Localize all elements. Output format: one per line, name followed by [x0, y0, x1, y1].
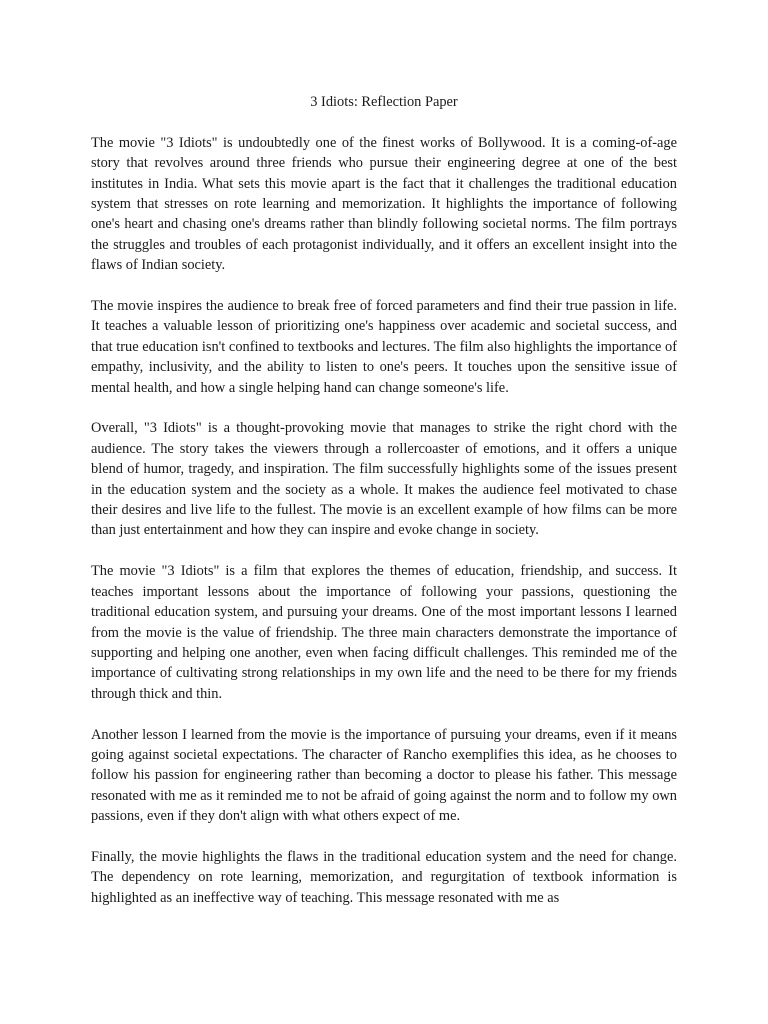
document-title: 3 Idiots: Reflection Paper [310, 94, 458, 110]
paragraph: Another lesson I learned from the movie is the importance of pursuing your dreams, even if it means going against societal expectations. The character of Rancho exemplifies this idea, as he chooses to follow his passion for engineering rather than becoming a doctor to please his father. This message resonated with me as it reminded me to not be afraid of going against the norm and to follow my own passions, even if they don't align with what others expect of me. [91, 726, 677, 825]
paragraph: The movie "3 Idiots" is a film that explores the themes of education, friendship, and success. It teaches important lessons about the importance of following your passions, questioning the traditional education system, and pursuing your dreams. One of the most important lessons I learned from the movie is the value of friendship. The three main characters demonstrate the importance of supporting and helping one another, even when facing difficult challenges. This reminded me of the importance of cultivating strong relationships in my own life and the need to be there for my friends through thick and thin. [91, 563, 677, 702]
document-body [91, 92, 677, 929]
paragraph: The movie "3 Idiots" is undoubtedly one of the finest works of Bollywood. It is a coming-of-age story that revolves around three friends who pursue their engineering degree at one of the best institutes in India. What sets this movie apart is the fact that it challenges the traditional education system that stresses on rote learning and memorization. It highlights the importance of following one's heart and chasing one's dreams rather than blindly following societal norms. The film portrays the struggles and troubles of each protagonist individually, and it offers an excellent insight into the flaws of Indian society. [91, 134, 677, 274]
paragraph: The movie inspires the audience to break free of forced parameters and find their true passion in life. It teaches a valuable lesson of prioritizing one's happiness over academic and societal success, and that true education isn't confined to textbooks and lectures. The film also highlights the importance of empathy, inclusivity, and the ability to listen to one's peers. It touches upon the sensitive issue of mental health, and how a single helping hand can change someone's life. [91, 298, 677, 396]
paragraph: Finally, the movie highlights the flaws in the traditional education system and the need for change. The dependency on rote learning, memorization, and regurgitation of textbook information is highlighted as an ineffective way of teaching. This message resonated with me as [91, 848, 677, 906]
paragraph: Overall, "3 Idiots" is a thought-provoking movie that manages to strike the right chord with the audience. The story takes the viewers through a rollercoaster of emotions, and it offers a unique blend of humor, tragedy, and inspiration. The film successfully highlights some of the issues present in the education system and the society as a whole. It makes the audience feel motivated to chase their desires and live life to the fullest. The movie is an excellent example of how films can be more than just entertainment and how they can inspire and evoke change in society. [91, 420, 677, 539]
